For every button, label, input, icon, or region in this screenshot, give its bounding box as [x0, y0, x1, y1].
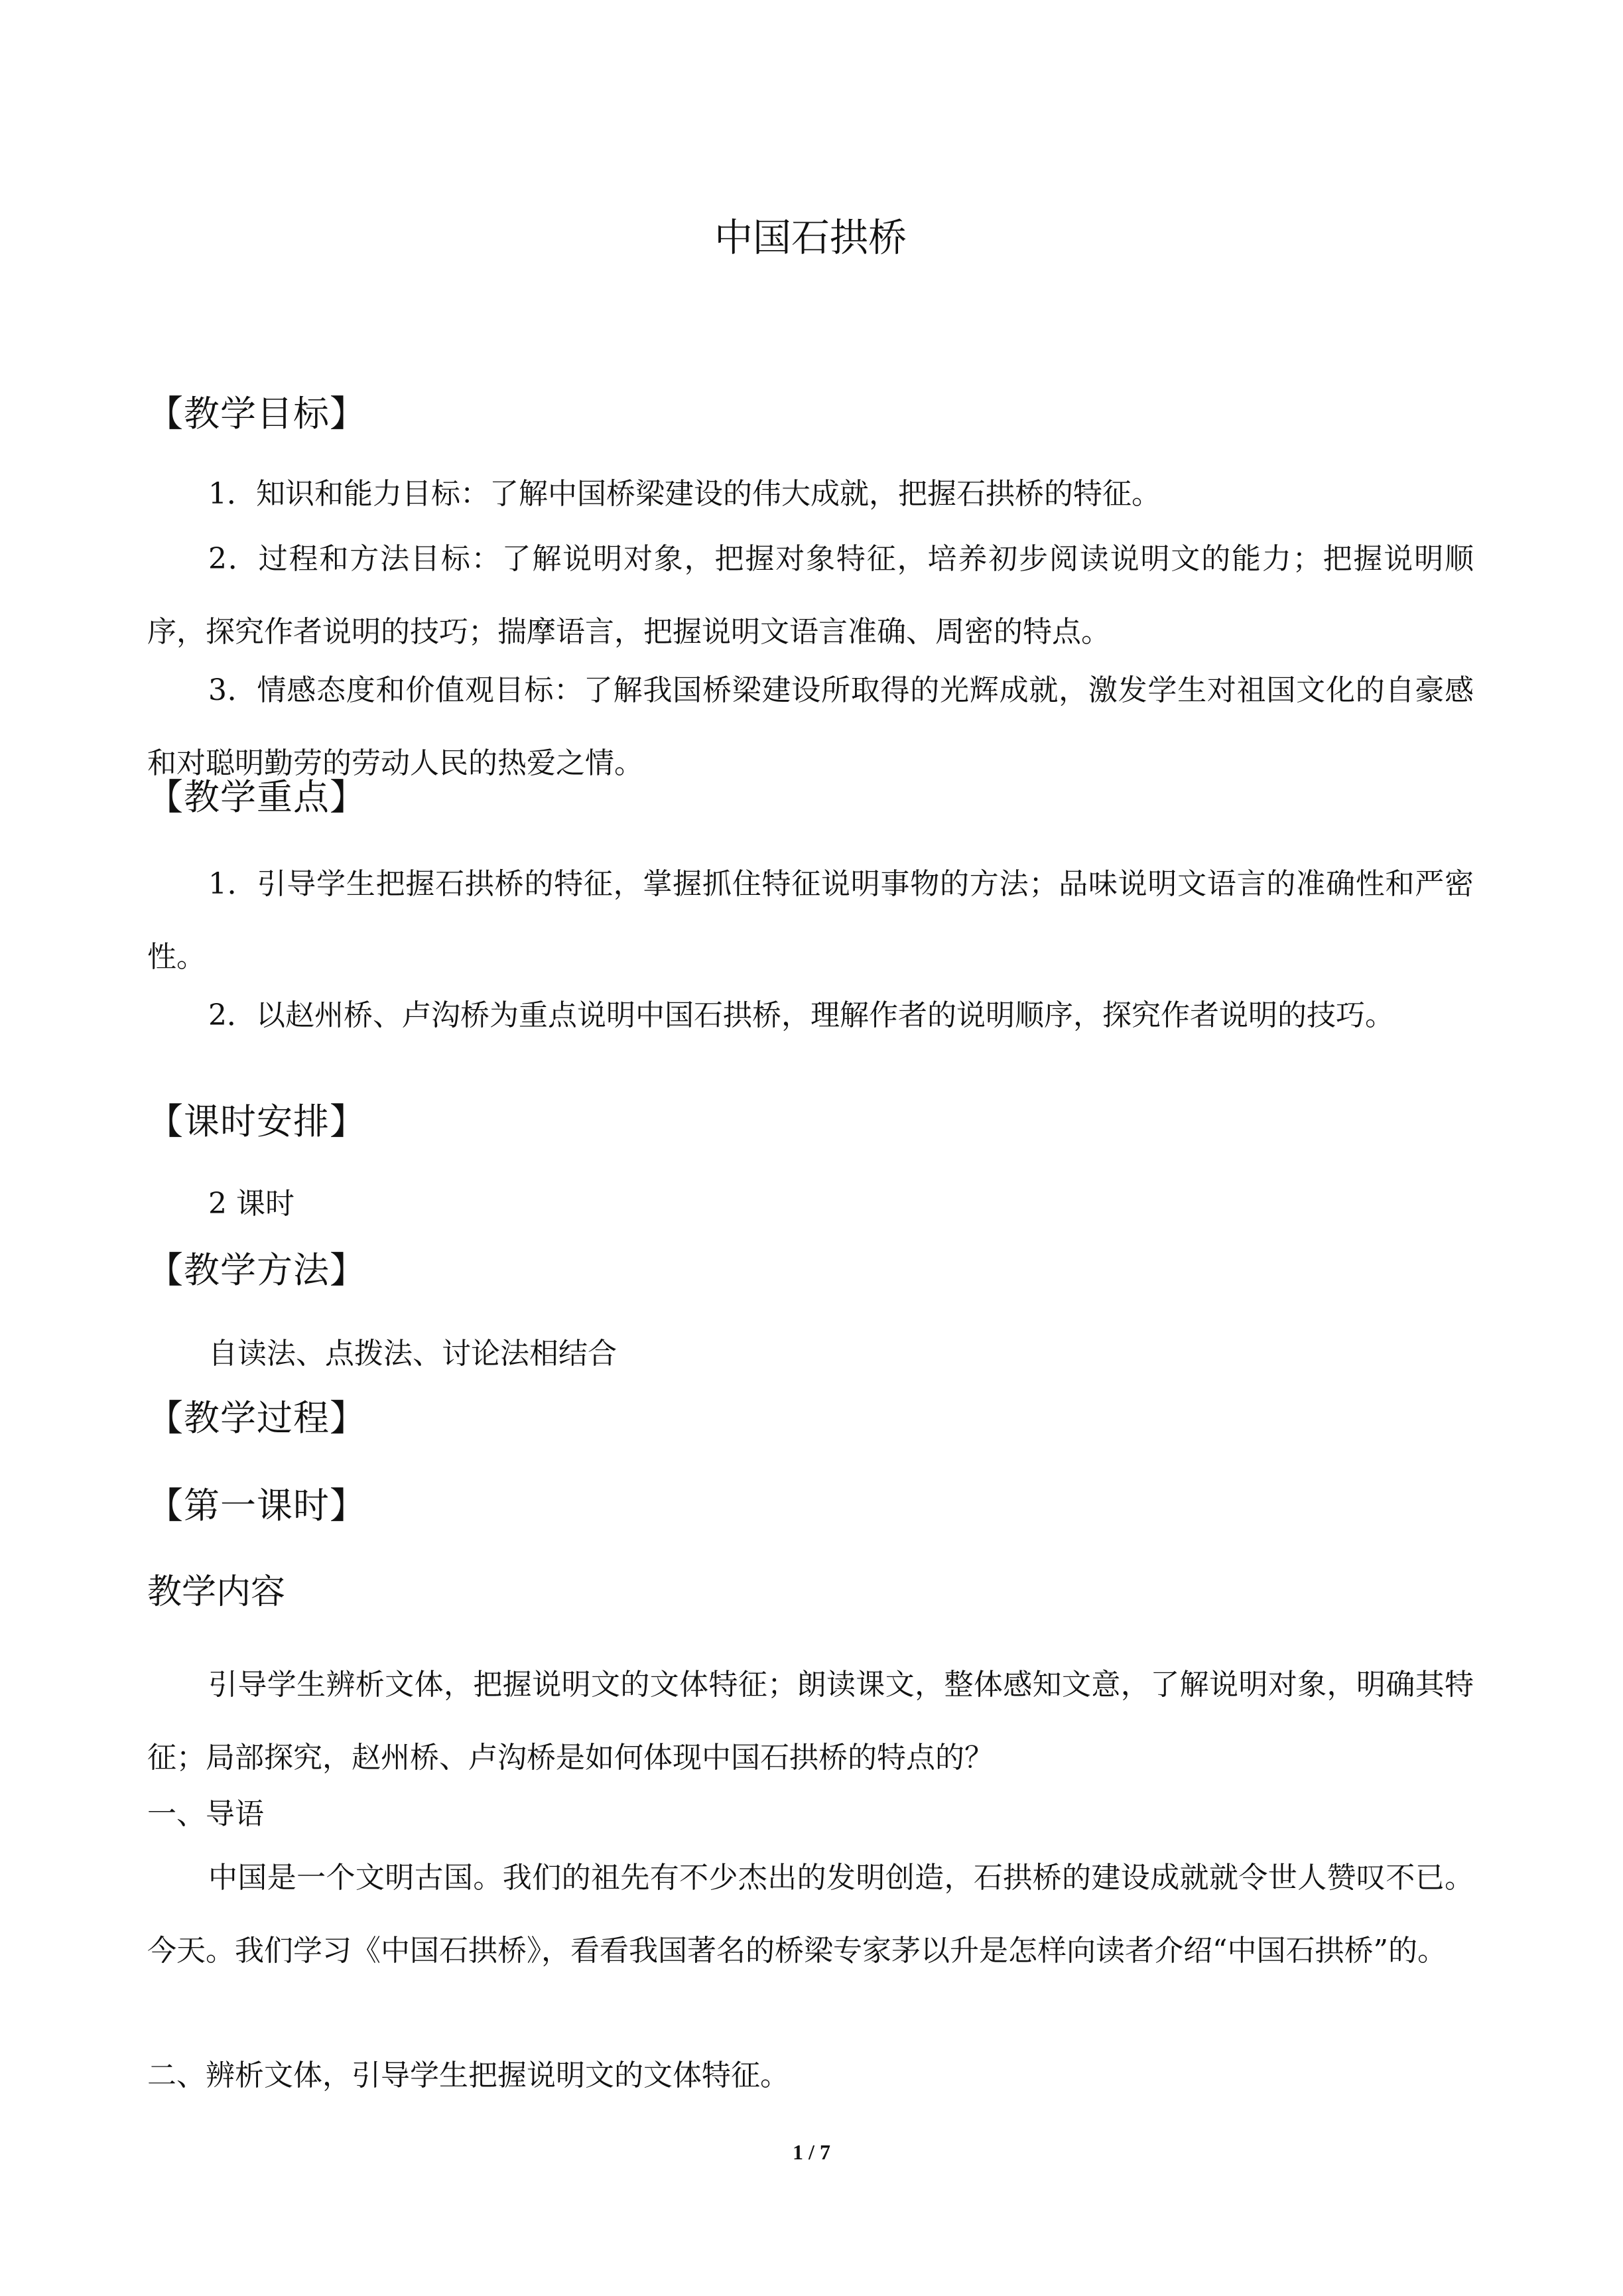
content-text: 引导学生辨析文体，把握说明文的文体特征；朗读课文，整体感知文意，了解说明对象，明确其特征；局部探究，赵州桥、卢沟桥是如何体现中国石拱桥的特点的？: [147, 1668, 1474, 1775]
goal-item-1: 1．知识和能力目标：了解中国桥梁建设的伟大成就，把握石拱桥的特征。: [208, 477, 1161, 511]
section-heading-goals: 【教学目标】: [147, 393, 366, 435]
page-number: 1 / 7: [793, 2140, 830, 2164]
step1-text: 中国是一个文明古国。我们的祖先有不少杰出的发明创造，石拱桥的建设成就就令世人赞叹不已。今天。我们学习《中国石拱桥》，看看我国著名的桥梁专家茅以升是怎样向读者介绍“中国石拱桥”的。: [147, 1861, 1474, 1968]
schedule-text: 2 课时: [208, 1187, 294, 1221]
section-heading-process: 【教学过程】: [147, 1397, 366, 1439]
section-heading-key-points: 【教学重点】: [147, 776, 366, 818]
goal-item-3: 3．情感态度和价值观目标：了解我国桥梁建设所取得的光辉成就，激发学生对祖国文化的自豪感和对聪明勤劳的劳动人民的热爱之情。: [147, 673, 1474, 780]
step2-title: 二、辨析文体，引导学生把握说明文的文体特征。: [147, 2059, 789, 2092]
section-heading-schedule: 【课时安排】: [147, 1101, 366, 1142]
goal-item-2: 2．过程和方法目标：了解说明对象，把握对象特征，培养初步阅读说明文的能力；把握说明顺序，探究作者说明的技巧；揣摩语言，把握说明文语言准确、周密的特点。: [147, 542, 1474, 649]
key-point-item-1: 1．引导学生把握石拱桥的特征，掌握抓住特征说明事物的方法；品味说明文语言的准确性和严密性。: [147, 867, 1474, 974]
step1-title: 一、导语: [147, 1797, 264, 1831]
page-title: 中国石拱桥: [714, 215, 907, 260]
method-text: 自读法、点拨法、讨论法相结合: [208, 1337, 617, 1371]
section-heading-method: 【教学方法】: [147, 1249, 366, 1291]
section-heading-first-lesson: 【第一课时】: [147, 1485, 366, 1526]
key-point-item-2: 2．以赵州桥、卢沟桥为重点说明中国石拱桥，理解作者的说明顺序，探究作者说明的技巧。: [208, 998, 1394, 1032]
content-title: 教学内容: [147, 1572, 286, 1612]
